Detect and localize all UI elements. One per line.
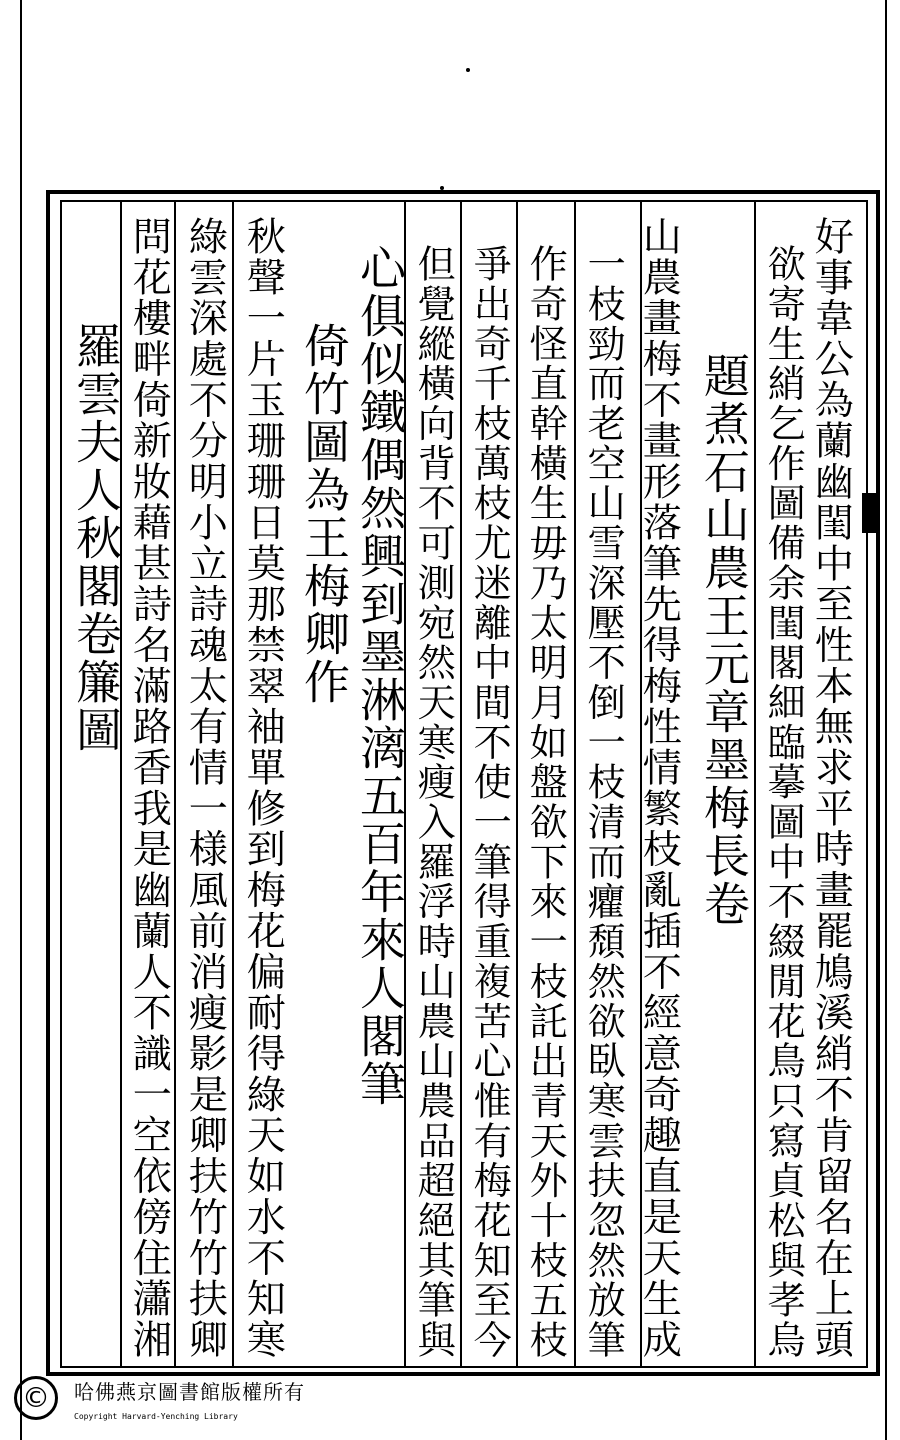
column-divider: [754, 202, 756, 1366]
text-column-7: 爭出奇千枝萬枝尤迷離中間不使一筆得重複苦心惟有梅花知至今: [466, 244, 511, 1360]
column-divider: [516, 202, 518, 1366]
column-divider: [174, 202, 176, 1366]
section-heading: 倚竹圖為王梅卿作: [297, 322, 351, 706]
text-column-12: 綠雲深處不分明小立詩魂太有情一様風前消瘦影是卿扶竹竹扶卿: [182, 216, 228, 1360]
column-divider: [574, 202, 576, 1366]
text-column-8: 但覺縱橫向背不可測宛然天寒瘦入羅浮時山農山農品超絕其筆與: [410, 244, 455, 1360]
section-heading: 羅雲夫人秋閣卷簾圖: [69, 322, 123, 754]
left-margin-rule: [20, 0, 22, 1440]
text-column-13: 問花樓畔倚新妝藉甚詩名滿路香我是幽蘭人不識一空依傍住瀟湘: [126, 216, 172, 1360]
right-margin-rule: [885, 0, 887, 1440]
text-column-1: 好事韋公為蘭幽閨中至性本無求平時畫罷鳩溪綃不肯留名在上頭: [808, 216, 854, 1360]
page-edge-tab: [862, 493, 880, 533]
copyright-chinese: 哈佛燕京圖書館版權所有: [74, 1380, 305, 1404]
copyright-stamp: [2, 1368, 310, 1440]
column-divider: [232, 202, 234, 1366]
ink-speck: [466, 68, 470, 72]
text-column-9: 心俱似鐵偶然興到墨淋漓五百年來人閣筆: [353, 244, 407, 1108]
text-column-6: 作奇怪直幹橫生毋乃太明月如盤欲下來一枝託出青天外十枝五枝: [522, 244, 567, 1360]
text-column-2: 欲寄生綃乞作圖備余閨閣細臨摹圖中不綴閒花鳥只寫貞松與孝烏: [760, 244, 805, 1360]
text-column-4: 山農畫梅不畫形落筆先得梅性情繁枝亂插不經意奇趣直是天生成: [636, 216, 682, 1360]
section-heading: 題煮石山農王元章墨梅長卷: [697, 352, 751, 928]
text-column-5: 一枝勁而老空山雪深壓不倒一枝清而癯頹然欲臥寒雲扶忽然放筆: [580, 244, 625, 1360]
copyright-icon: ©: [14, 1376, 58, 1420]
copyright-english: Copyright Harvard-Yenching Library: [74, 1412, 238, 1421]
column-divider: [460, 202, 462, 1366]
text-column-11: 秋聲一片玉珊珊日莫那禁翠袖單修到梅花偏耐得綠天如水不知寒: [240, 216, 286, 1360]
